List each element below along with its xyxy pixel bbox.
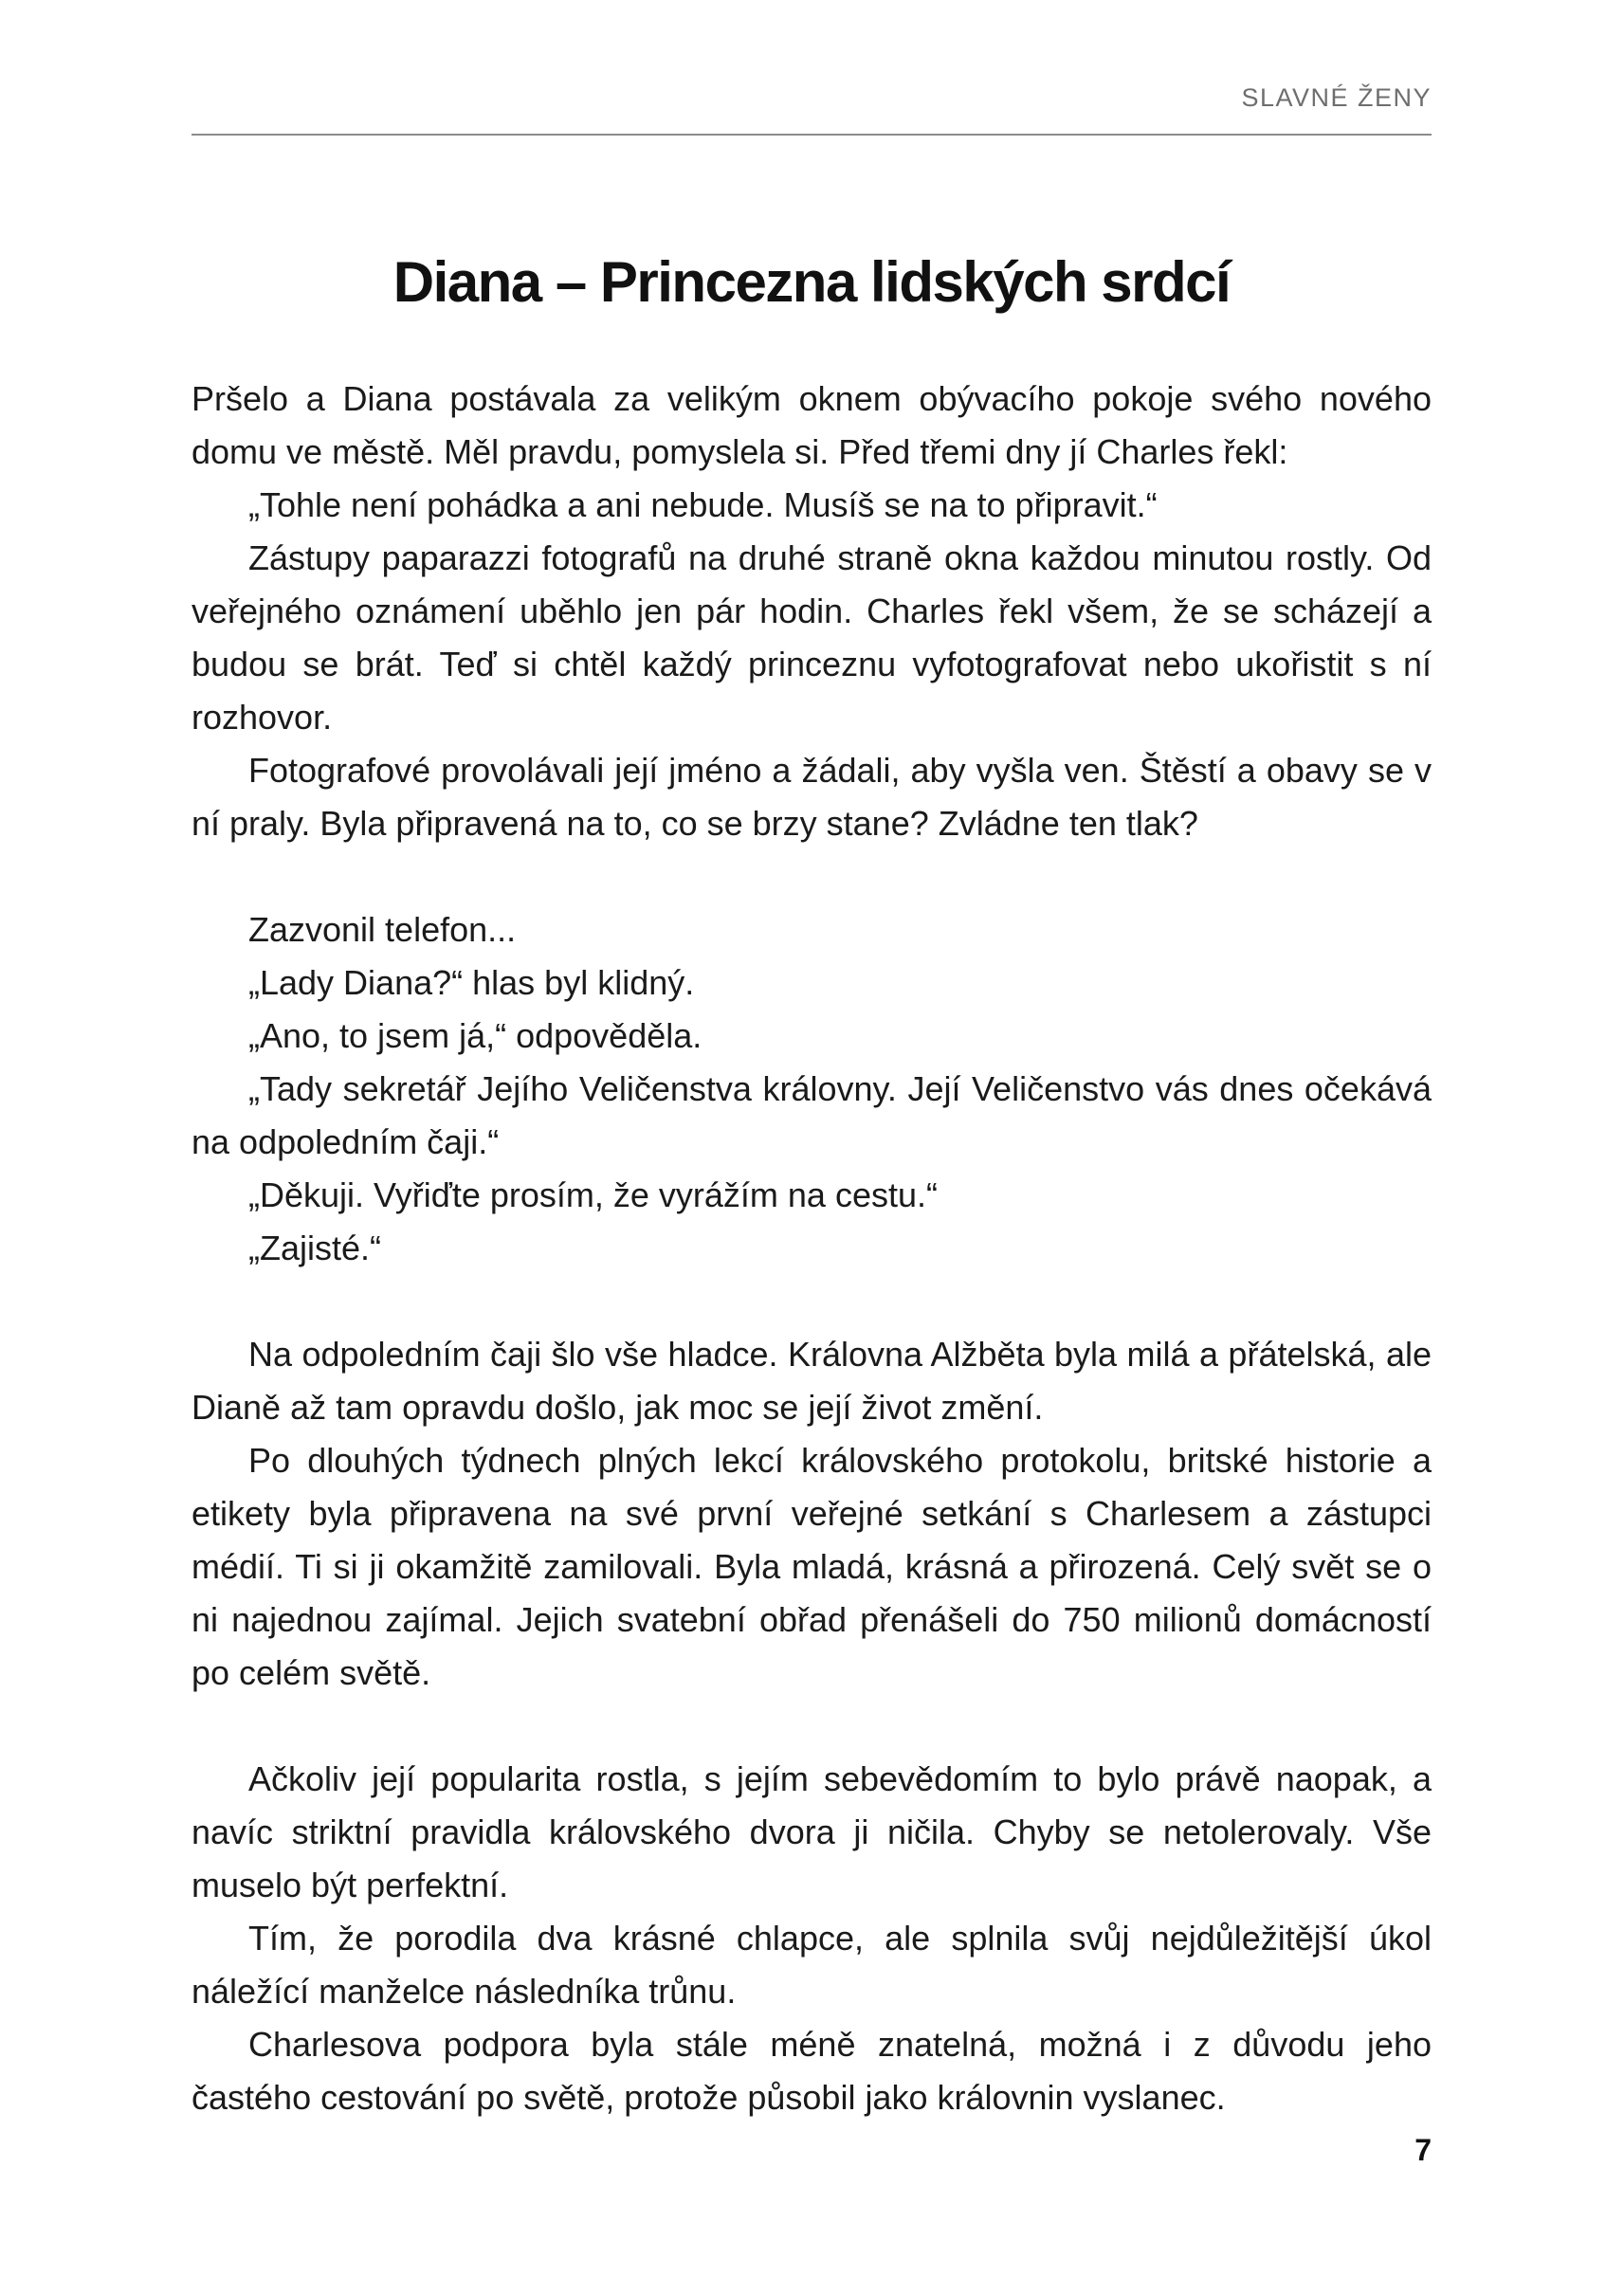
paragraph: „Lady Diana?“ hlas byl klidný. — [248, 963, 695, 1002]
paragraph: Pršelo a Diana postávala za velikým oknem obývacího pokoje svého nového domu ve městě. Měl pravdu, pomyslela si. Před třemi dny jí Charles řekl: — [192, 379, 1432, 471]
paragraph: „Tady sekretář Jejího Veličenstva královny. Její Veličenstvo vás dnes očekává na odpoledním čaji.“ — [192, 1069, 1432, 1161]
chapter-title: Diana – Princezna lidských srdcí — [392, 250, 1231, 314]
paragraph: Ačkoliv její popularita rostla, s jejím sebevědomím to bylo právě naopak, a navíc striktní pravidla královského dvora ji ničila. Chyby se netolerovaly. Vše muselo být perfektní. — [192, 1759, 1432, 1904]
section-break — [192, 850, 1432, 903]
chapter-body — [192, 373, 1432, 2124]
paragraph: „Zajisté.“ — [248, 1229, 382, 1267]
section-break — [192, 1700, 1432, 1753]
paragraph: Fotografové provolávali její jméno a žádali, aby vyšla ven. Štěstí a obavy se v ní praly. Byla připravená na to, co se brzy stane? Zvládne ten tlak? — [192, 751, 1432, 843]
paragraph: Charlesova podpora byla stále méně znatelná, možná i z důvodu jeho častého cestování po světě, protože působil jako královnin vyslanec. — [192, 2025, 1432, 2117]
page-number: 7 — [1414, 2133, 1432, 2167]
running-header: SLAVNÉ ŽENY — [1241, 83, 1432, 112]
paragraph: „Ano, to jsem já,“ odpověděla. — [248, 1016, 703, 1055]
section-break — [192, 1275, 1432, 1328]
paragraph: Zástupy paparazzi fotografů na druhé straně okna každou minutou rostly. Od veřejného oznámení uběhlo jen pár hodin. Charles řekl všem, že se scházejí a budou se brát. Teď si chtěl každý princeznu vyfotografovat nebo ukořistit s ní rozhovor. — [192, 538, 1432, 737]
paragraph: „Děkuji. Vyřiďte prosím, že vyrážím na cestu.“ — [248, 1175, 938, 1214]
paragraph: Po dlouhých týdnech plných lekcí královského protokolu, britské historie a etikety byla připravena na své první veřejné setkání s Charlesem a zástupci médií. Ti si ji okamžitě zamilovali. Byla mladá, krásná a přirozená. Celý svět se o ni najednou zajímal. Jejich svatební obřad přenášeli do 750 milionů domácností po celém světě. — [192, 1441, 1432, 1692]
paragraph: Zazvonil telefon... — [248, 910, 517, 949]
paragraph: „Tohle není pohádka a ani nebude. Musíš se na to připravit.“ — [248, 485, 1158, 524]
header-divider — [192, 134, 1432, 136]
paragraph: Na odpoledním čaji šlo vše hladce. Královna Alžběta byla milá a přátelská, ale Dianě až tam opravdu došlo, jak moc se její život změní. — [192, 1335, 1432, 1427]
paragraph: Tím, že porodila dva krásné chlapce, ale splnila svůj nejdůležitější úkol náležící manželce následníka trůnu. — [192, 1919, 1432, 2011]
